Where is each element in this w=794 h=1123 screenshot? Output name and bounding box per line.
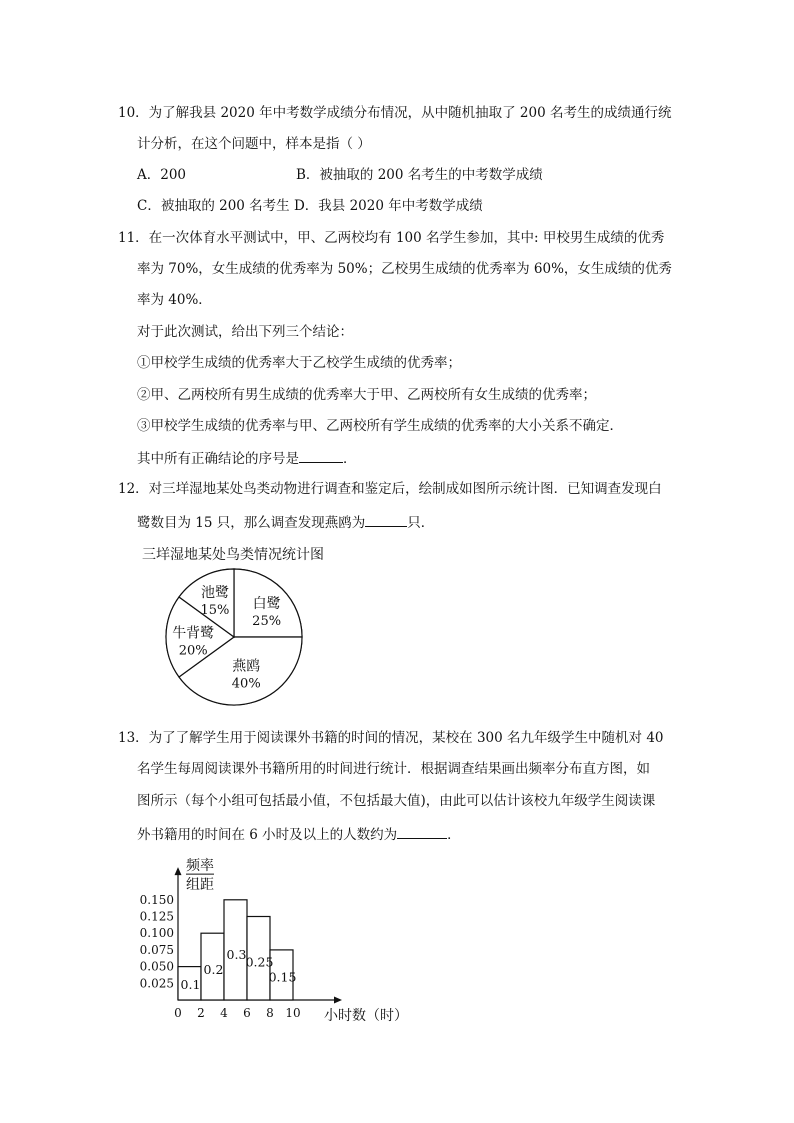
q11-conclusion-3: ③甲校学生成绩的优秀率与甲、乙两校所有学生成绩的优秀率的大小关系不确定． <box>137 418 623 434</box>
y-axis-label-denominator: 组距 <box>186 877 214 894</box>
q10-stem-line-2: 计分析，在这个问题中，样本是指（ ） <box>137 136 371 152</box>
pie-slice-name: 牛背鹭 <box>172 625 215 642</box>
q13-stem-line-2: 名学生每周阅读课外书籍所用的时间进行统计．根据调查结果画出频率分布直方图，如 <box>137 761 650 777</box>
q11-conclusion-1: ①甲校学生成绩的优秀率大于乙校学生成绩的优秀率； <box>137 355 461 371</box>
q13-answer-blank[interactable] <box>397 823 447 839</box>
q11-answer-blank[interactable] <box>299 447 343 463</box>
y-tick-label: 0.075 <box>139 942 174 957</box>
x-tick-label: 4 <box>220 1006 228 1020</box>
x-tick-label: 10 <box>285 1006 301 1020</box>
y-tick-label: 0.050 <box>139 959 174 974</box>
histogram-bar-label: 0.2 <box>203 961 224 977</box>
pie-chart <box>160 565 360 715</box>
pie-slice-name: 燕鸥 <box>232 658 261 675</box>
pie-slice-percent: 15% <box>200 602 230 618</box>
q13-question-end: ． <box>447 827 461 843</box>
x-tick-label: 6 <box>243 1006 251 1020</box>
q12-answer-blank[interactable] <box>365 511 407 527</box>
y-tick-label: 0.100 <box>139 926 174 941</box>
q12-question-text: 鹭数目为 15 只，那么调查发现燕鸥为 <box>137 515 366 531</box>
histogram-bar-label: 0.25 <box>245 954 274 970</box>
pie-slice-name: 池鹭 <box>200 584 229 601</box>
q11-question-line <box>137 447 357 468</box>
y-axis-arrow <box>175 867 182 875</box>
q11-stem-line-3: 率为 40%． <box>137 292 212 308</box>
q10-option-b: B．被抽取的 200 名考生的中考数学成绩 <box>296 167 543 183</box>
pie-slice-percent: 20% <box>178 643 208 659</box>
pie-slice-percent: 25% <box>252 613 282 629</box>
y-tick-label: 0.150 <box>139 892 174 907</box>
q11-question-text: 其中所有正确结论的序号是 <box>137 451 299 467</box>
q11-question-end: ． <box>343 451 357 467</box>
x-axis-label: 小时数（时） <box>324 1008 408 1024</box>
q11-stem-line-4: 对于此次测试，给出下列三个结论： <box>137 324 353 340</box>
q12-question-end: 只． <box>407 515 435 531</box>
x-tick-label: 8 <box>266 1006 274 1020</box>
q11-stem-line-1: 11．在一次体育水平测试中，甲、乙两校均有 100 名学生参加，其中: 甲校男生成绩的优秀 <box>118 230 665 246</box>
q13-question-text: 外书籍用的时间在 6 小时及以上的人数约为 <box>137 827 398 843</box>
q11-stem-line-2: 率为 70%，女生成绩的优秀率为 50%；乙校男生成绩的优秀率为 60%，女生成绩的优秀 <box>137 261 672 277</box>
y-axis-label-numerator: 频率 <box>186 858 214 875</box>
pie-slice-percent: 40% <box>231 676 261 692</box>
q11-conclusion-2: ②甲、乙两校所有男生成绩的优秀率大于甲、乙两校所有女生成绩的优秀率； <box>137 387 596 403</box>
x-tick-label: 2 <box>197 1006 205 1020</box>
pie-chart-title: 三垟湿地某处鸟类情况统计图 <box>142 547 324 563</box>
q10-stem-line-1: 10．为了解我县 2020 年中考数学成绩分布情况，从中随机抽取了 200 名考生的成绩通行统 <box>118 105 672 121</box>
x-tick-label: 0 <box>174 1006 182 1020</box>
q10-option-a: A．200 <box>137 167 187 183</box>
histogram-chart <box>130 850 410 1030</box>
q13-stem-line-1: 13．为了了解学生用于阅读课外书籍的时间的情况，某校在 300 名九年级学生中随机对 40 <box>118 730 664 746</box>
q13-stem-line-3: 图所示（每个小组可包括最小值，不包括最大值)，由此可以估计该校九年级学生阅读课 <box>137 793 656 809</box>
x-axis-arrow <box>334 997 342 1004</box>
histogram-bar-label: 0.3 <box>226 946 247 962</box>
histogram-bar-label: 0.1 <box>180 976 201 992</box>
q10-options-c-d: C．被抽取的 200 名考生 D．我县 2020 年中考数学成绩 <box>137 198 483 214</box>
y-tick-label: 0.125 <box>139 909 174 924</box>
q13-question-line <box>137 823 461 844</box>
pie-slice-name: 白鹭 <box>252 595 281 612</box>
q12-stem-line-1: 12．对三垟湿地某处鸟类动物进行调查和鉴定后，绘制成如图所示统计图．已知调查发现白 <box>118 481 662 497</box>
y-tick-label: 0.025 <box>139 976 174 991</box>
q12-stem-line-2 <box>137 511 434 532</box>
histogram-bar-label: 0.15 <box>268 969 297 985</box>
